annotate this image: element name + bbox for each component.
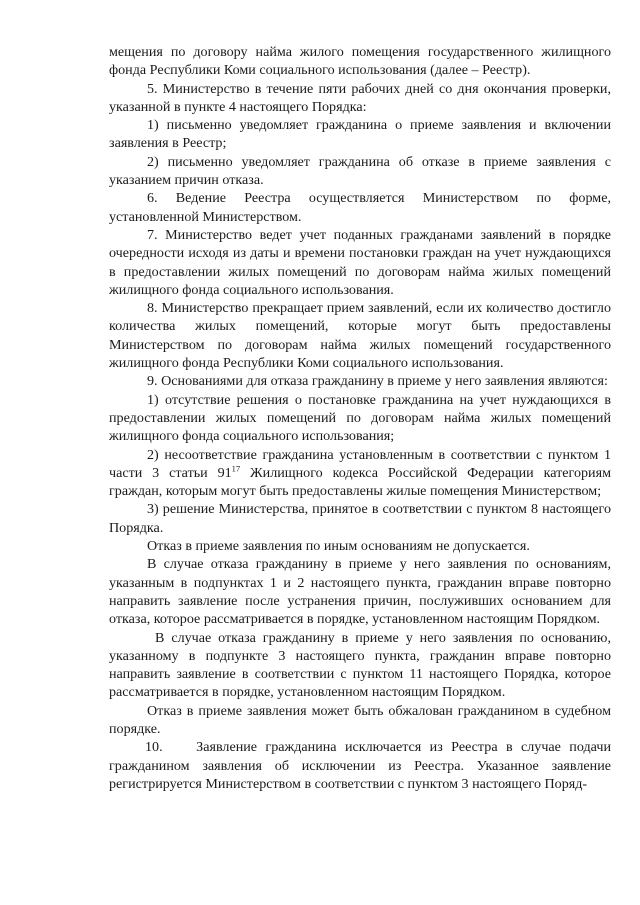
paragraph-5-item-2: 2) письменно уведомляет гражданина об отказе в приеме заявления с указанием причин отказа. <box>109 153 611 189</box>
item-2-text-after: Жилищного кодекса Российской Федерации категориям граждан, которым могут быть предоставлены жилые помещения Министерством; <box>109 464 611 500</box>
paragraph-7: 7. Министерство ведет учет поданных гражданами заявлений в порядке очередности исходя из даты и времени постановки граждан на учет нуждающихся в предоставлении жилых помещений по договорам найма жилых помещений жилищного фонда социального использования. <box>109 226 611 298</box>
paragraph-continuation: мещения по договору найма жилого помещения государственного жилищного фонда Республики Коми социального использования (далее – Реестр). <box>109 44 611 79</box>
paragraph-case-1: В случае отказа гражданину в приеме у него заявления по основаниям, указанным в подпунктах 1 и 2 настоящего пункта, гражданин вправе повторно направить заявление после устранения причин, послуживших основанием для отказа, которое рассматривается в порядке, установленном настоящим Порядком. <box>109 556 611 628</box>
article-superscript: 17 <box>231 463 241 474</box>
paragraph-9: 9. Основаниями для отказа гражданину в приеме у него заявления являются: <box>147 373 608 390</box>
paragraph-9-item-2 <box>109 446 611 501</box>
paragraph-9-item-1: 1) отсутствие решения о постановке гражданина на учет нуждающихся в предоставлении жилых помещений по договорам найма жилых помещений жилищного фонда социального использования; <box>109 391 611 445</box>
paragraph-9-item-3: 3) решение Министерства, принятое в соответствии с пунктом 8 настоящего Порядка. <box>109 501 611 536</box>
paragraph-6: 6. Ведение Реестра осуществляется Министерством по форме, установленной Министерством. <box>109 190 611 225</box>
document-body <box>109 43 615 793</box>
item-2-text-before: 2) несоответствие гражданина установленным в соответствии с пунктом 1 части 3 статьи 91 <box>109 446 611 481</box>
paragraph-case-2: В случае отказа гражданину в приеме у него заявления по основанию, указанному в подпункте 3 настоящего пункта, гражданин вправе повторно направить заявление в соответствии с пунктом 11 настоящего Порядка, которое рассматривается в порядке, установленном настоящим Порядком. <box>109 629 611 701</box>
paragraph-5: 5. Министерство в течение пяти рабочих дней со дня окончания проверки, указанной в пункте 4 настоящего Порядка: <box>109 80 611 115</box>
paragraph-8: 8. Министерство прекращает прием заявлений, если их количество достигло количества жилых помещений, которые могут быть предоставлены Министерством по договорам найма жилых помещений государственного жилищного фонда Республики Коми социального использования. <box>109 300 611 372</box>
paragraph-refusal: Отказ в приеме заявления по иным основаниям не допускается. <box>147 538 530 555</box>
paragraph-10: 10. Заявление гражданина исключается из Реестра в случае подачи гражданином заявления об исключении из Реестра. Указанное заявление регистрируется Министерством в соответствии с пунктом 3 настоящего Поряд- <box>109 739 615 792</box>
paragraph-appeal: Отказ в приеме заявления может быть обжалован гражданином в судебном порядке. <box>109 702 611 737</box>
paragraph-5-item-1: 1) письменно уведомляет гражданина о приеме заявления и включении заявления в Реестр; <box>109 117 611 152</box>
